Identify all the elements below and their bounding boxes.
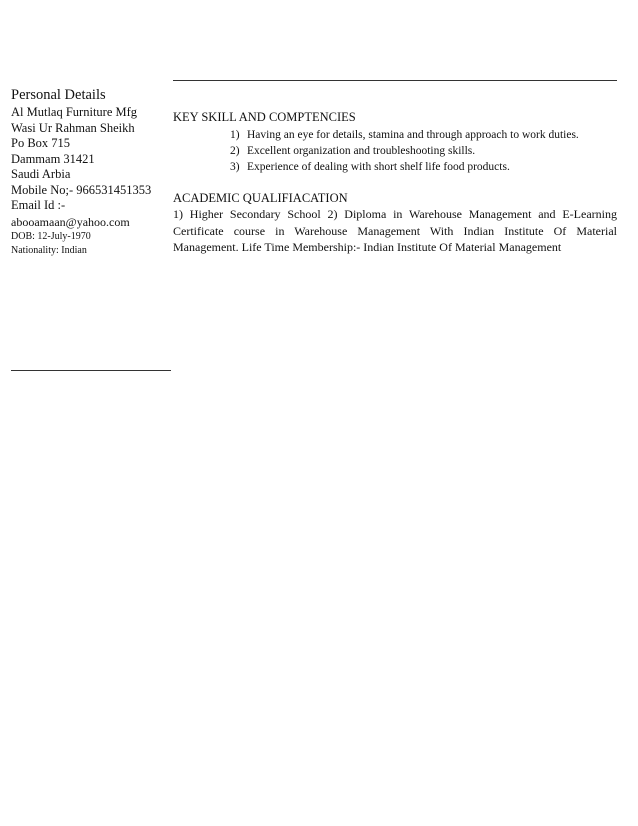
- list-item: 1) Having an eye for details, stamina and through approach to work duties.: [230, 129, 579, 141]
- list-item: 2) Excellent organization and troubleshooting skills.: [230, 145, 476, 157]
- mobile-number: Mobile No;- 966531451353: [11, 182, 152, 197]
- country: Saudi Arbia: [11, 167, 71, 181]
- personal-details-section: [11, 85, 171, 258]
- left-divider: [11, 370, 171, 371]
- academic-heading: ACADEMIC QUALIFIACATION: [173, 191, 348, 205]
- skills-list: [173, 127, 617, 175]
- nationality: Nationality: Indian: [11, 244, 87, 256]
- company-name: Al Mutlaq Furniture Mfg: [11, 105, 138, 119]
- city-postcode: Dammam 31421: [11, 151, 95, 166]
- date-of-birth: DOB: 12-July-1970: [11, 230, 91, 242]
- email-label: Email Id :-: [11, 198, 66, 212]
- main-content: [173, 109, 617, 256]
- top-divider: [173, 80, 617, 81]
- po-box: Po Box 715: [11, 136, 71, 150]
- personal-details-heading: Personal Details: [11, 87, 106, 103]
- email-address: abooamaan@yahoo.com: [11, 214, 130, 229]
- list-item: 3) Experience of dealing with short shelf life food products.: [230, 161, 510, 173]
- academic-text: 1) Higher Secondary School 2) Diploma in Warehouse Management and E-Learning Certificate course in Warehouse Management With Indian Institute Of Material Management. Life Time Membership:- Indian Institute Of Material Management: [173, 207, 617, 254]
- person-name: Wasi Ur Rahman Sheikh: [11, 120, 135, 135]
- skills-heading: KEY SKILL AND COMPTENCIES: [173, 110, 356, 124]
